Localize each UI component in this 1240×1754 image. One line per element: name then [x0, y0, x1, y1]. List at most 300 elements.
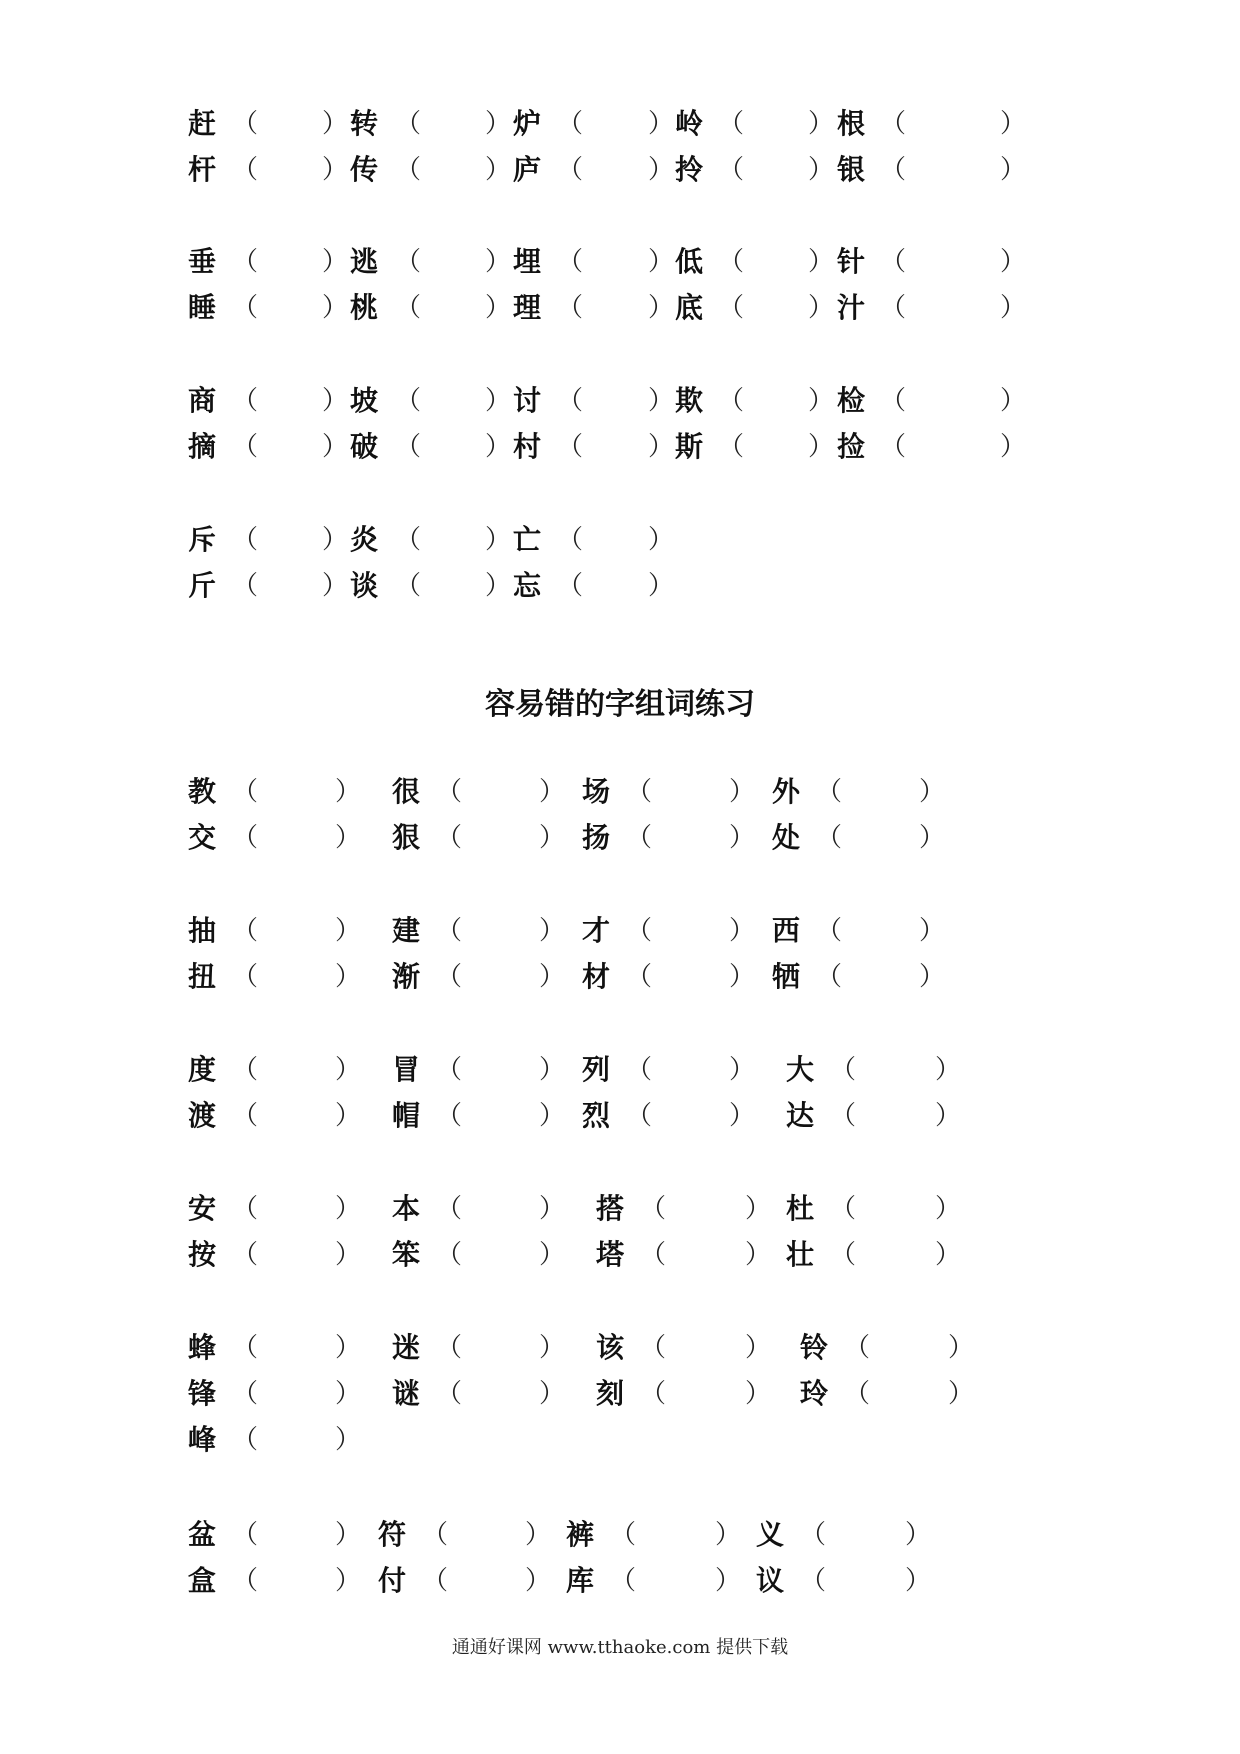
practice-character: 铃: [800, 1331, 829, 1364]
answer-blank[interactable]: [650, 770, 727, 814]
practice-character: 讨: [513, 384, 542, 417]
practice-character: 谜: [392, 1377, 421, 1410]
open-paren: （: [640, 1194, 667, 1224]
answer-blank[interactable]: [840, 770, 917, 814]
close-paren: ）: [935, 1240, 962, 1270]
open-paren: （: [232, 571, 259, 601]
open-paren: （: [557, 155, 584, 185]
open-paren: （: [436, 916, 463, 946]
open-paren: （: [436, 1240, 463, 1270]
answer-blank[interactable]: [419, 564, 483, 608]
answer-blank[interactable]: [256, 564, 320, 608]
close-paren: ）: [715, 1566, 742, 1596]
close-paren: ）: [919, 962, 946, 992]
close-paren: ）: [335, 1240, 362, 1270]
character-row: [0, 286, 1240, 330]
close-paren: ）: [648, 155, 675, 185]
practice-character: 渐: [392, 960, 421, 993]
practice-character: 斤: [188, 569, 217, 602]
answer-blank[interactable]: [460, 1233, 537, 1277]
answer-blank[interactable]: [419, 148, 483, 192]
answer-blank[interactable]: [904, 286, 998, 330]
close-paren: ）: [539, 1194, 566, 1224]
practice-character: 汁: [837, 291, 866, 324]
practice-character: 转: [350, 107, 379, 140]
answer-blank[interactable]: [904, 102, 998, 146]
close-paren: ）: [808, 432, 835, 462]
answer-blank[interactable]: [664, 1372, 743, 1416]
answer-blank[interactable]: [742, 286, 806, 330]
open-paren: （: [816, 777, 843, 807]
practice-character: 逃: [350, 245, 379, 278]
character-row: [0, 1372, 1240, 1416]
open-paren: （: [232, 1425, 259, 1455]
character-row: [0, 1418, 1240, 1462]
open-paren: （: [610, 1520, 637, 1550]
open-paren: （: [395, 571, 422, 601]
close-paren: ）: [539, 1240, 566, 1270]
open-paren: （: [830, 1055, 857, 1085]
answer-blank[interactable]: [650, 955, 727, 999]
answer-blank[interactable]: [664, 1233, 743, 1277]
close-paren: ）: [905, 1566, 932, 1596]
open-paren: （: [232, 1566, 259, 1596]
answer-blank[interactable]: [581, 286, 646, 330]
open-paren: （: [880, 293, 907, 323]
close-paren: ）: [808, 109, 835, 139]
practice-character: 蜂: [188, 1331, 217, 1364]
open-paren: （: [436, 1194, 463, 1224]
answer-blank[interactable]: [256, 770, 333, 814]
practice-character: 扭: [188, 960, 217, 993]
answer-blank[interactable]: [256, 148, 320, 192]
close-paren: ）: [335, 1101, 362, 1131]
open-paren: （: [718, 432, 745, 462]
answer-blank[interactable]: [581, 425, 646, 469]
close-paren: ）: [1000, 109, 1027, 139]
close-paren: ）: [648, 571, 675, 601]
answer-blank[interactable]: [460, 955, 537, 999]
open-paren: （: [557, 571, 584, 601]
open-paren: （: [626, 962, 653, 992]
answer-blank[interactable]: [256, 102, 320, 146]
answer-blank[interactable]: [419, 379, 483, 423]
open-paren: （: [880, 247, 907, 277]
open-paren: （: [232, 432, 259, 462]
practice-character: 盒: [188, 1564, 217, 1597]
open-paren: （: [395, 109, 422, 139]
character-row: [0, 1094, 1240, 1138]
character-row: [0, 816, 1240, 860]
answer-blank[interactable]: [581, 148, 646, 192]
practice-character: 银: [837, 153, 866, 186]
open-paren: （: [232, 1194, 259, 1224]
open-paren: （: [880, 432, 907, 462]
close-paren: ）: [1000, 432, 1027, 462]
answer-blank[interactable]: [854, 1048, 933, 1092]
close-paren: ）: [322, 109, 349, 139]
practice-character: 桃: [350, 291, 379, 324]
answer-blank[interactable]: [419, 425, 483, 469]
open-paren: （: [830, 1101, 857, 1131]
answer-blank[interactable]: [419, 518, 483, 562]
open-paren: （: [436, 1379, 463, 1409]
close-paren: ）: [335, 1520, 362, 1550]
answer-blank[interactable]: [460, 1326, 537, 1370]
answer-blank[interactable]: [256, 1187, 333, 1231]
answer-blank[interactable]: [256, 816, 333, 860]
open-paren: （: [844, 1379, 871, 1409]
practice-character: 笨: [392, 1238, 421, 1271]
answer-blank[interactable]: [419, 240, 483, 284]
answer-blank[interactable]: [446, 1559, 523, 1603]
open-paren: （: [436, 823, 463, 853]
answer-blank[interactable]: [840, 909, 917, 953]
answer-blank[interactable]: [904, 148, 998, 192]
practice-character: 按: [188, 1238, 217, 1271]
answer-blank[interactable]: [460, 1048, 537, 1092]
answer-blank[interactable]: [256, 1094, 333, 1138]
practice-character: 西: [772, 914, 801, 947]
open-paren: （: [880, 386, 907, 416]
answer-blank[interactable]: [581, 564, 646, 608]
close-paren: ）: [485, 293, 512, 323]
answer-blank[interactable]: [650, 1094, 727, 1138]
open-paren: （: [718, 386, 745, 416]
close-paren: ）: [935, 1055, 962, 1085]
practice-character: 材: [582, 960, 611, 993]
answer-blank[interactable]: [256, 1233, 333, 1277]
open-paren: （: [640, 1240, 667, 1270]
open-paren: （: [232, 1520, 259, 1550]
answer-blank[interactable]: [824, 1513, 903, 1557]
close-paren: ）: [935, 1194, 962, 1224]
close-paren: ）: [745, 1333, 772, 1363]
answer-blank[interactable]: [742, 148, 806, 192]
answer-blank[interactable]: [256, 1326, 333, 1370]
close-paren: ）: [485, 386, 512, 416]
answer-blank[interactable]: [256, 1513, 333, 1557]
practice-character: 传: [350, 153, 379, 186]
open-paren: （: [626, 1101, 653, 1131]
close-paren: ）: [539, 916, 566, 946]
practice-character: 针: [837, 245, 866, 278]
page-footer: 通通好课网 www.tthaoke.com 提供下载: [451, 1637, 789, 1658]
practice-character: 安: [188, 1192, 217, 1225]
answer-blank[interactable]: [904, 379, 998, 423]
answer-blank[interactable]: [446, 1513, 523, 1557]
open-paren: （: [232, 823, 259, 853]
close-paren: ）: [335, 1379, 362, 1409]
open-paren: （: [436, 1055, 463, 1085]
close-paren: ）: [322, 432, 349, 462]
practice-character: 塔: [596, 1238, 625, 1271]
open-paren: （: [800, 1520, 827, 1550]
open-paren: （: [232, 293, 259, 323]
open-paren: （: [610, 1566, 637, 1596]
open-paren: （: [232, 1333, 259, 1363]
close-paren: ）: [485, 247, 512, 277]
answer-blank[interactable]: [868, 1372, 946, 1416]
character-row: [0, 1559, 1240, 1603]
close-paren: ）: [322, 525, 349, 555]
close-paren: ）: [335, 823, 362, 853]
practice-character: 外: [772, 775, 801, 808]
open-paren: （: [718, 293, 745, 323]
close-paren: ）: [322, 386, 349, 416]
practice-character: 根: [837, 107, 866, 140]
section-title: 容易错的字组词练习: [485, 687, 755, 722]
answer-blank[interactable]: [868, 1326, 946, 1370]
close-paren: ）: [715, 1520, 742, 1550]
answer-blank[interactable]: [742, 425, 806, 469]
answer-blank[interactable]: [840, 816, 917, 860]
practice-character: 列: [582, 1053, 611, 1086]
answer-blank[interactable]: [256, 955, 333, 999]
practice-character: 扬: [582, 821, 611, 854]
close-paren: ）: [648, 109, 675, 139]
practice-character: 理: [513, 291, 542, 324]
answer-blank[interactable]: [742, 379, 806, 423]
practice-character: 玲: [800, 1377, 829, 1410]
open-paren: （: [232, 916, 259, 946]
answer-blank[interactable]: [650, 816, 727, 860]
close-paren: ）: [1000, 155, 1027, 185]
close-paren: ）: [485, 525, 512, 555]
close-paren: ）: [648, 432, 675, 462]
close-paren: ）: [335, 916, 362, 946]
open-paren: （: [880, 155, 907, 185]
practice-character: 炉: [513, 107, 542, 140]
answer-blank[interactable]: [460, 770, 537, 814]
answer-blank[interactable]: [256, 425, 320, 469]
answer-blank[interactable]: [904, 425, 998, 469]
close-paren: ）: [335, 777, 362, 807]
practice-character: 该: [596, 1331, 625, 1364]
answer-blank[interactable]: [419, 102, 483, 146]
open-paren: （: [395, 293, 422, 323]
close-paren: ）: [335, 1055, 362, 1085]
close-paren: ）: [1000, 293, 1027, 323]
practice-character: 交: [188, 821, 217, 854]
answer-blank[interactable]: [742, 240, 806, 284]
answer-blank[interactable]: [581, 379, 646, 423]
open-paren: （: [232, 155, 259, 185]
answer-blank[interactable]: [634, 1559, 713, 1603]
close-paren: ）: [745, 1194, 772, 1224]
close-paren: ）: [729, 1101, 756, 1131]
open-paren: （: [557, 247, 584, 277]
close-paren: ）: [1000, 247, 1027, 277]
open-paren: （: [395, 525, 422, 555]
close-paren: ）: [539, 1101, 566, 1131]
answer-blank[interactable]: [460, 1187, 537, 1231]
practice-character: 符: [378, 1518, 407, 1551]
practice-character: 达: [786, 1099, 815, 1132]
answer-blank[interactable]: [256, 518, 320, 562]
practice-character: 杆: [188, 153, 217, 186]
answer-blank[interactable]: [650, 1048, 727, 1092]
answer-blank[interactable]: [664, 1187, 743, 1231]
answer-blank[interactable]: [256, 1372, 333, 1416]
close-paren: ）: [905, 1520, 932, 1550]
open-paren: （: [626, 916, 653, 946]
character-row: [0, 1326, 1240, 1370]
answer-blank[interactable]: [256, 1559, 333, 1603]
practice-character: 谈: [350, 569, 379, 602]
practice-character: 捡: [837, 430, 866, 463]
practice-character: 杜: [786, 1192, 815, 1225]
close-paren: ）: [729, 962, 756, 992]
character-row: [0, 1513, 1240, 1557]
answer-blank[interactable]: [256, 379, 320, 423]
close-paren: ）: [935, 1101, 962, 1131]
answer-blank[interactable]: [581, 240, 646, 284]
close-paren: ）: [539, 777, 566, 807]
answer-blank[interactable]: [256, 909, 333, 953]
close-paren: ）: [539, 1379, 566, 1409]
practice-character: 本: [392, 1192, 421, 1225]
answer-blank[interactable]: [256, 1418, 333, 1462]
close-paren: ）: [808, 247, 835, 277]
open-paren: （: [232, 109, 259, 139]
close-paren: ）: [648, 247, 675, 277]
close-paren: ）: [729, 777, 756, 807]
open-paren: （: [844, 1333, 871, 1363]
close-paren: ）: [745, 1240, 772, 1270]
character-row: [0, 148, 1240, 192]
open-paren: （: [232, 247, 259, 277]
answer-blank[interactable]: [581, 518, 646, 562]
practice-character: 才: [582, 914, 611, 947]
practice-character: 亡: [513, 523, 542, 556]
answer-blank[interactable]: [854, 1187, 933, 1231]
character-row: [0, 102, 1240, 146]
close-paren: ）: [525, 1520, 552, 1550]
practice-character: 议: [756, 1564, 785, 1597]
answer-blank[interactable]: [854, 1094, 933, 1138]
answer-blank[interactable]: [460, 1094, 537, 1138]
open-paren: （: [232, 1379, 259, 1409]
open-paren: （: [880, 109, 907, 139]
close-paren: ）: [729, 1055, 756, 1085]
close-paren: ）: [539, 823, 566, 853]
practice-character: 大: [786, 1053, 815, 1086]
open-paren: （: [557, 386, 584, 416]
answer-blank[interactable]: [460, 816, 537, 860]
practice-character: 斥: [188, 523, 217, 556]
open-paren: （: [626, 823, 653, 853]
answer-blank[interactable]: [650, 909, 727, 953]
practice-character: 赶: [188, 107, 217, 140]
practice-character: 底: [675, 291, 704, 324]
close-paren: ）: [648, 386, 675, 416]
open-paren: （: [232, 962, 259, 992]
close-paren: ）: [322, 293, 349, 323]
open-paren: （: [557, 432, 584, 462]
answer-blank[interactable]: [664, 1326, 743, 1370]
answer-blank[interactable]: [256, 1048, 333, 1092]
open-paren: （: [436, 777, 463, 807]
answer-blank[interactable]: [581, 102, 646, 146]
open-paren: （: [232, 777, 259, 807]
close-paren: ）: [948, 1333, 975, 1363]
practice-character: 处: [772, 821, 801, 854]
answer-blank[interactable]: [854, 1233, 933, 1277]
character-row: [0, 770, 1240, 814]
close-paren: ）: [729, 916, 756, 946]
practice-character: 破: [350, 430, 379, 463]
open-paren: （: [232, 1101, 259, 1131]
open-paren: （: [816, 916, 843, 946]
open-paren: （: [718, 109, 745, 139]
open-paren: （: [232, 386, 259, 416]
open-paren: （: [640, 1379, 667, 1409]
close-paren: ）: [648, 525, 675, 555]
close-paren: ）: [335, 1194, 362, 1224]
close-paren: ）: [322, 155, 349, 185]
close-paren: ）: [322, 571, 349, 601]
close-paren: ）: [485, 432, 512, 462]
close-paren: ）: [539, 962, 566, 992]
practice-character: 教: [188, 775, 217, 808]
answer-blank[interactable]: [419, 286, 483, 330]
practice-character: 检: [837, 384, 866, 417]
character-row: [0, 425, 1240, 469]
close-paren: ）: [1000, 386, 1027, 416]
close-paren: ）: [485, 109, 512, 139]
close-paren: ）: [539, 1055, 566, 1085]
close-paren: ）: [919, 823, 946, 853]
close-paren: ）: [648, 293, 675, 323]
answer-blank[interactable]: [256, 240, 320, 284]
practice-character: 抽: [188, 914, 217, 947]
practice-character: 建: [392, 914, 421, 947]
close-paren: ）: [745, 1379, 772, 1409]
open-paren: （: [640, 1333, 667, 1363]
open-paren: （: [557, 525, 584, 555]
practice-character: 搭: [596, 1192, 625, 1225]
practice-character: 度: [188, 1053, 217, 1086]
open-paren: （: [395, 432, 422, 462]
practice-character: 商: [188, 384, 217, 417]
practice-character: 渡: [188, 1099, 217, 1132]
character-row: [0, 909, 1240, 953]
answer-blank[interactable]: [460, 1372, 537, 1416]
practice-character: 迷: [392, 1331, 421, 1364]
answer-blank[interactable]: [256, 286, 320, 330]
answer-blank[interactable]: [840, 955, 917, 999]
close-paren: ）: [485, 571, 512, 601]
open-paren: （: [816, 962, 843, 992]
open-paren: （: [436, 1333, 463, 1363]
practice-character: 狠: [392, 821, 421, 854]
answer-blank[interactable]: [634, 1513, 713, 1557]
close-paren: ）: [729, 823, 756, 853]
close-paren: ）: [808, 155, 835, 185]
answer-blank[interactable]: [904, 240, 998, 284]
answer-blank[interactable]: [824, 1559, 903, 1603]
practice-character: 烈: [582, 1099, 611, 1132]
practice-character: 冒: [392, 1053, 421, 1086]
practice-character: 忘: [513, 569, 542, 602]
answer-blank[interactable]: [460, 909, 537, 953]
open-paren: （: [395, 247, 422, 277]
close-paren: ）: [525, 1566, 552, 1596]
open-paren: （: [422, 1566, 449, 1596]
answer-blank[interactable]: [742, 102, 806, 146]
practice-character: 庐: [513, 153, 542, 186]
